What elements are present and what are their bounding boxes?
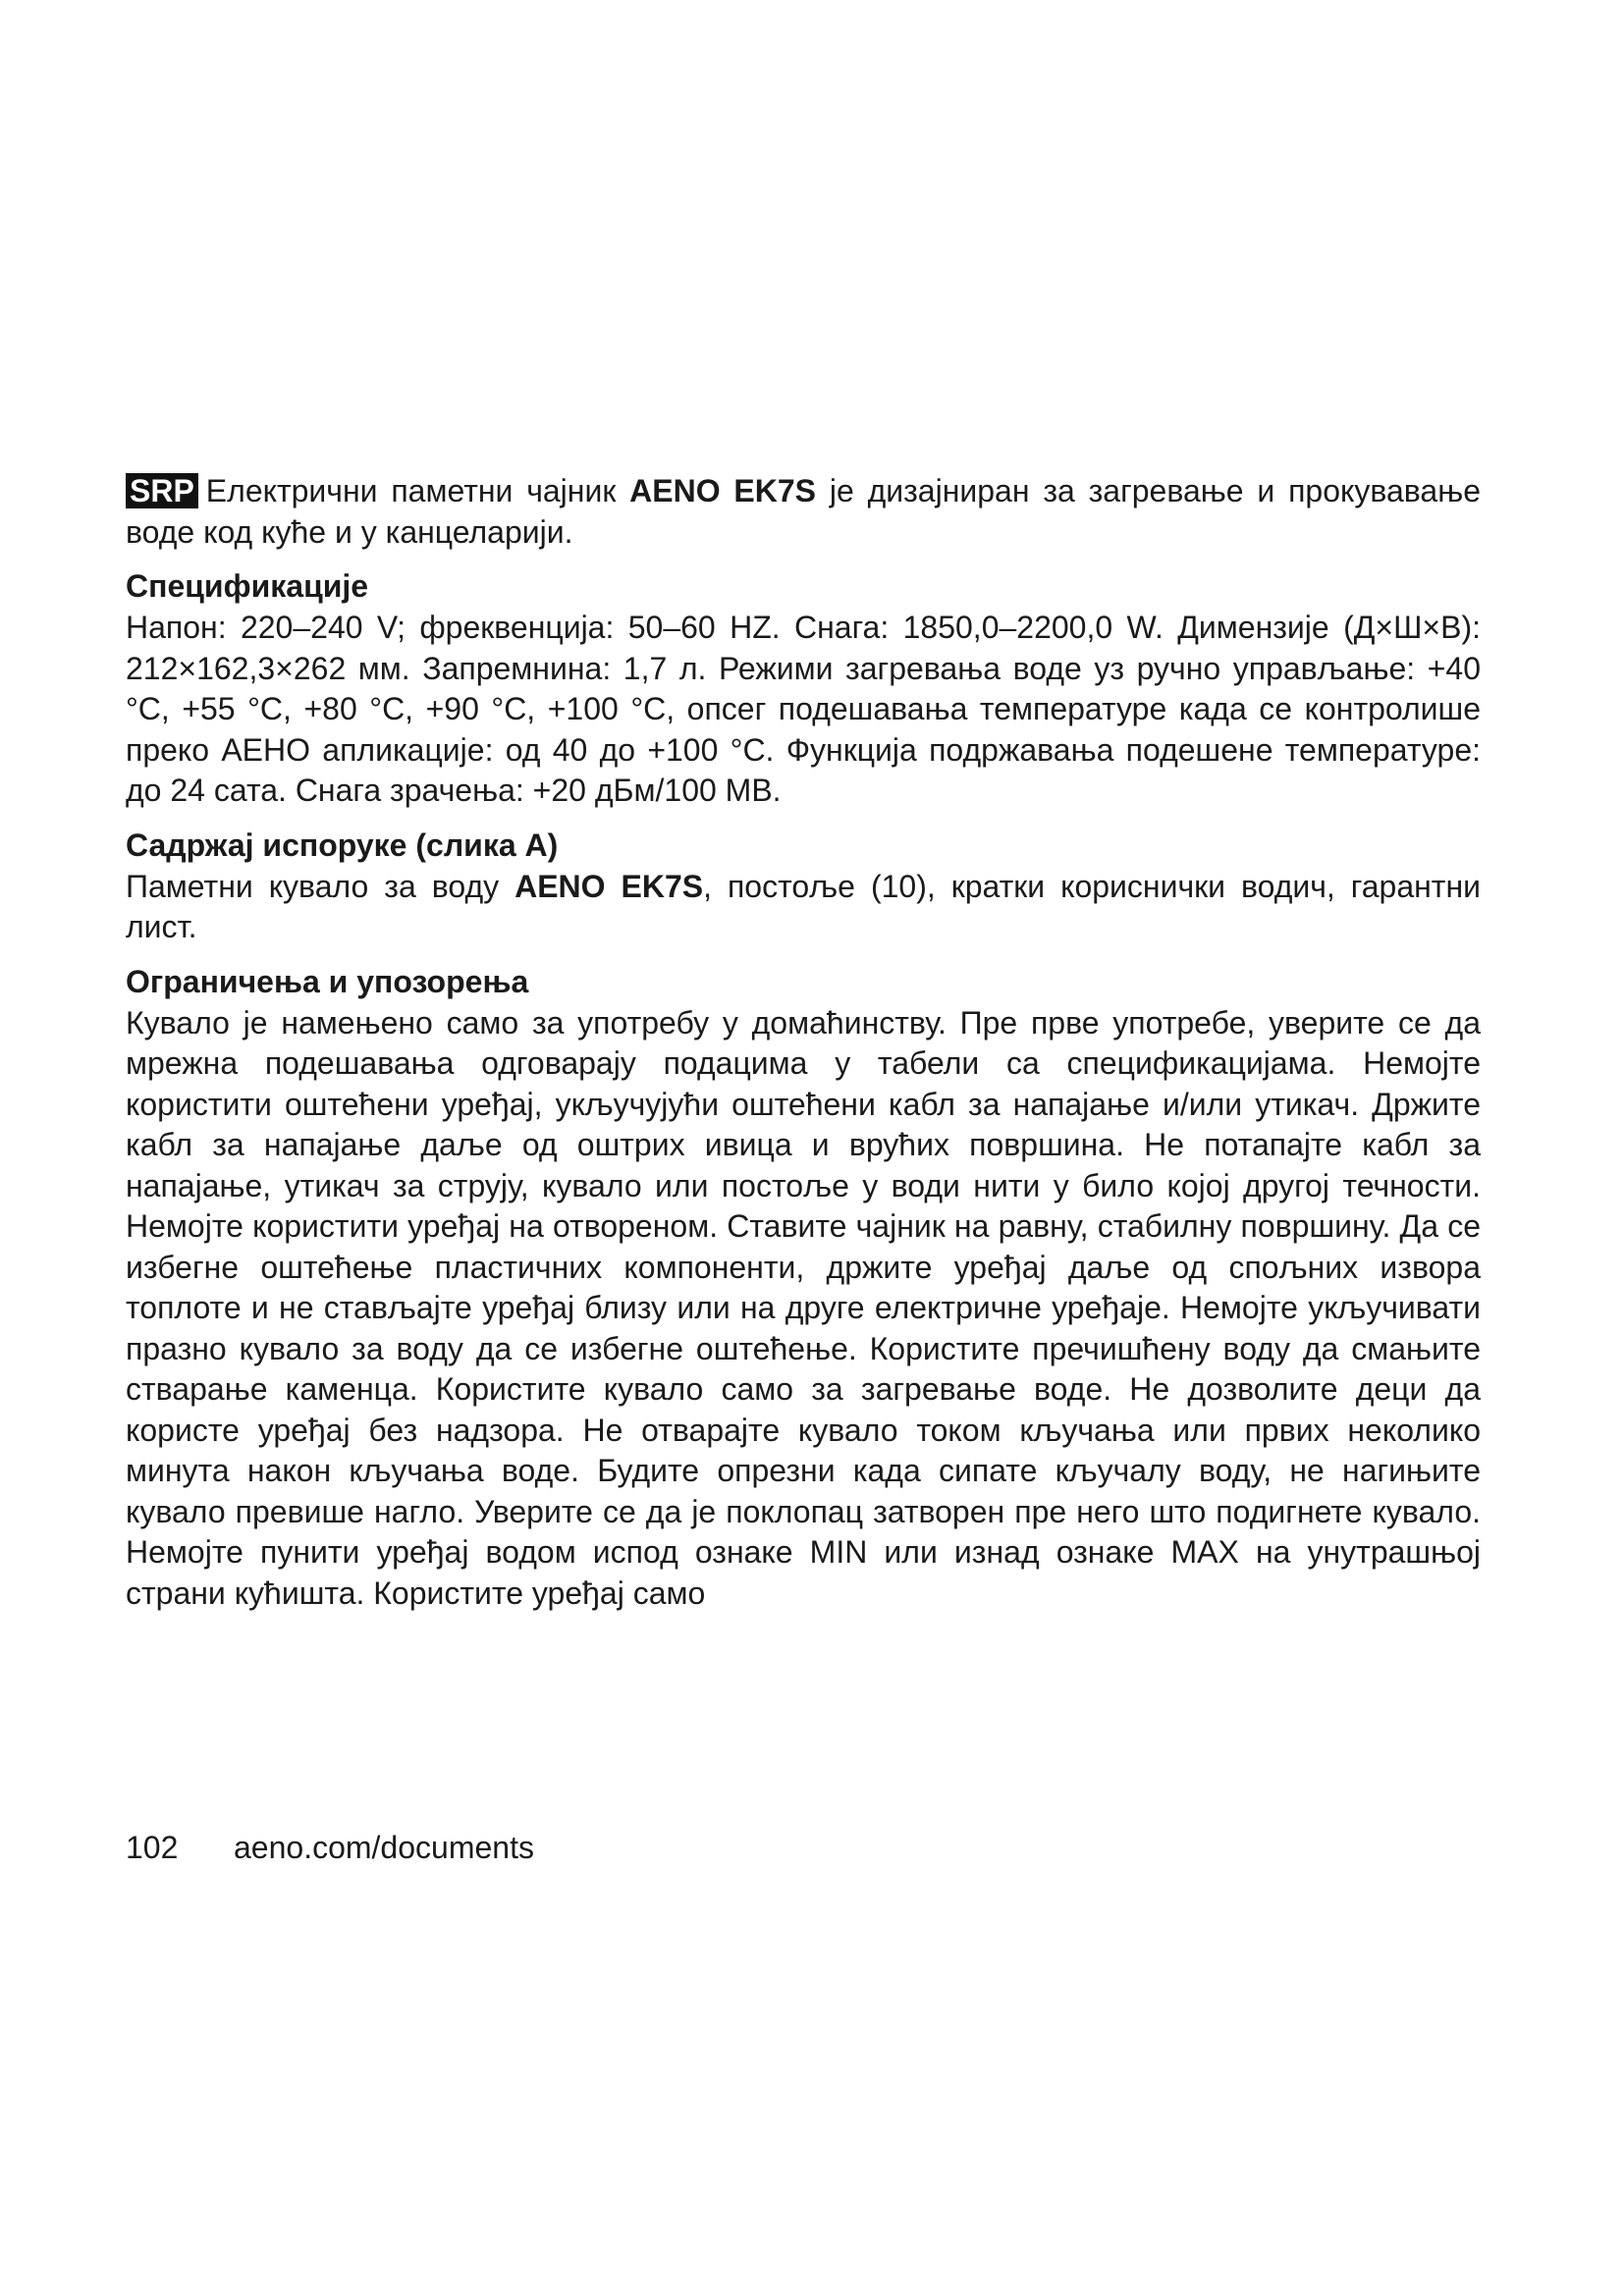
specifications-text: Напон: 220–240 V; фреквенција: 50–60 HZ. Снага: 1850,0–2200,0 W. Димензије (Д×Ш×В): 212×162,3×262 мм. Запремнина: 1,7 л. Режими загревања воде уз ручно управљање: +40 °C, +55 °C, +80 °C, +90 °C, +100 °C, опсег подешавања температуре када се контролише преко АЕНО апликације: од 40 до +100 °C. Функција подржавања подешене температуре: до 24 сата. Снага зрачења: +20 дБм/100 МВ.: [126, 610, 1481, 808]
footer-url: aeno.com/documents: [234, 1830, 534, 1865]
intro-text-after: је дизајниран за загревање и прокувавање воде код куће и у канцеларији.: [126, 473, 1482, 550]
intro-model-name: AENO EK7S: [629, 473, 817, 508]
package-text-after: , постоље (10), кратки кориснички водич, гарантни лист.: [126, 868, 1482, 944]
warnings-text: Кувало је намењено само за употребу у домаћинству. Пре прве употребе, уверите се да мрежна подешавања одговарају подацима у табели са спецификацијама. Немојте користити оштећени уређај, укључујући оштећени кабл за напајање и/или утикач. Држите кабл за напајање даље од оштрих ивица и врућих површина. Не потапајте кабл за напајање, утикач за струју, кувало или постоље у води нити у било којој другој течности. Немојте користити уређај на отвореном. Ставите чајник на равну, стабилну површину. Да се избегне оштећење пластичних компоненти, држите уређај даље од спољних извора топлоте и не стављајте уређај близу или на друге електричне уређаје. Немојте укључивати празно кувало за воду да се избегне оштећење. Користите пречишћену воду да смањите стварање каменца. Користите кувало само за загревање воде. Не дозволите деци да користе уређај без надзора. Не отварајте кувало током кључања или првих неколико минута након кључања воде. Будите опрезни када сипате кључалу воду, не нагињите кувало превише нагло. Уверите се да је поклопац затворен пре него што подигнете кувало. Немојте пунити уређај водом испод ознаке MIN или изнад ознаке MAX на унутрашњој страни кућишта. Користите уређај само: [126, 1004, 1481, 1611]
specifications-heading: Спецификације: [126, 568, 369, 604]
warnings-heading: Ограничења и упозорења: [126, 963, 529, 999]
package-model-name: AENO EK7S: [514, 868, 704, 904]
package-paragraph: [126, 867, 1481, 948]
package-text-before: Паметни кувало за воду: [126, 868, 515, 904]
language-badge: SRP: [126, 473, 198, 508]
package-heading: Садржај испоруке (слика А): [126, 827, 559, 863]
page-number: 102: [126, 1830, 179, 1865]
intro-paragraph: [126, 471, 1481, 553]
document-body: [126, 471, 1481, 1614]
page-footer: [126, 1828, 534, 1867]
intro-text-before: Електрични паметни чајник: [205, 473, 630, 508]
